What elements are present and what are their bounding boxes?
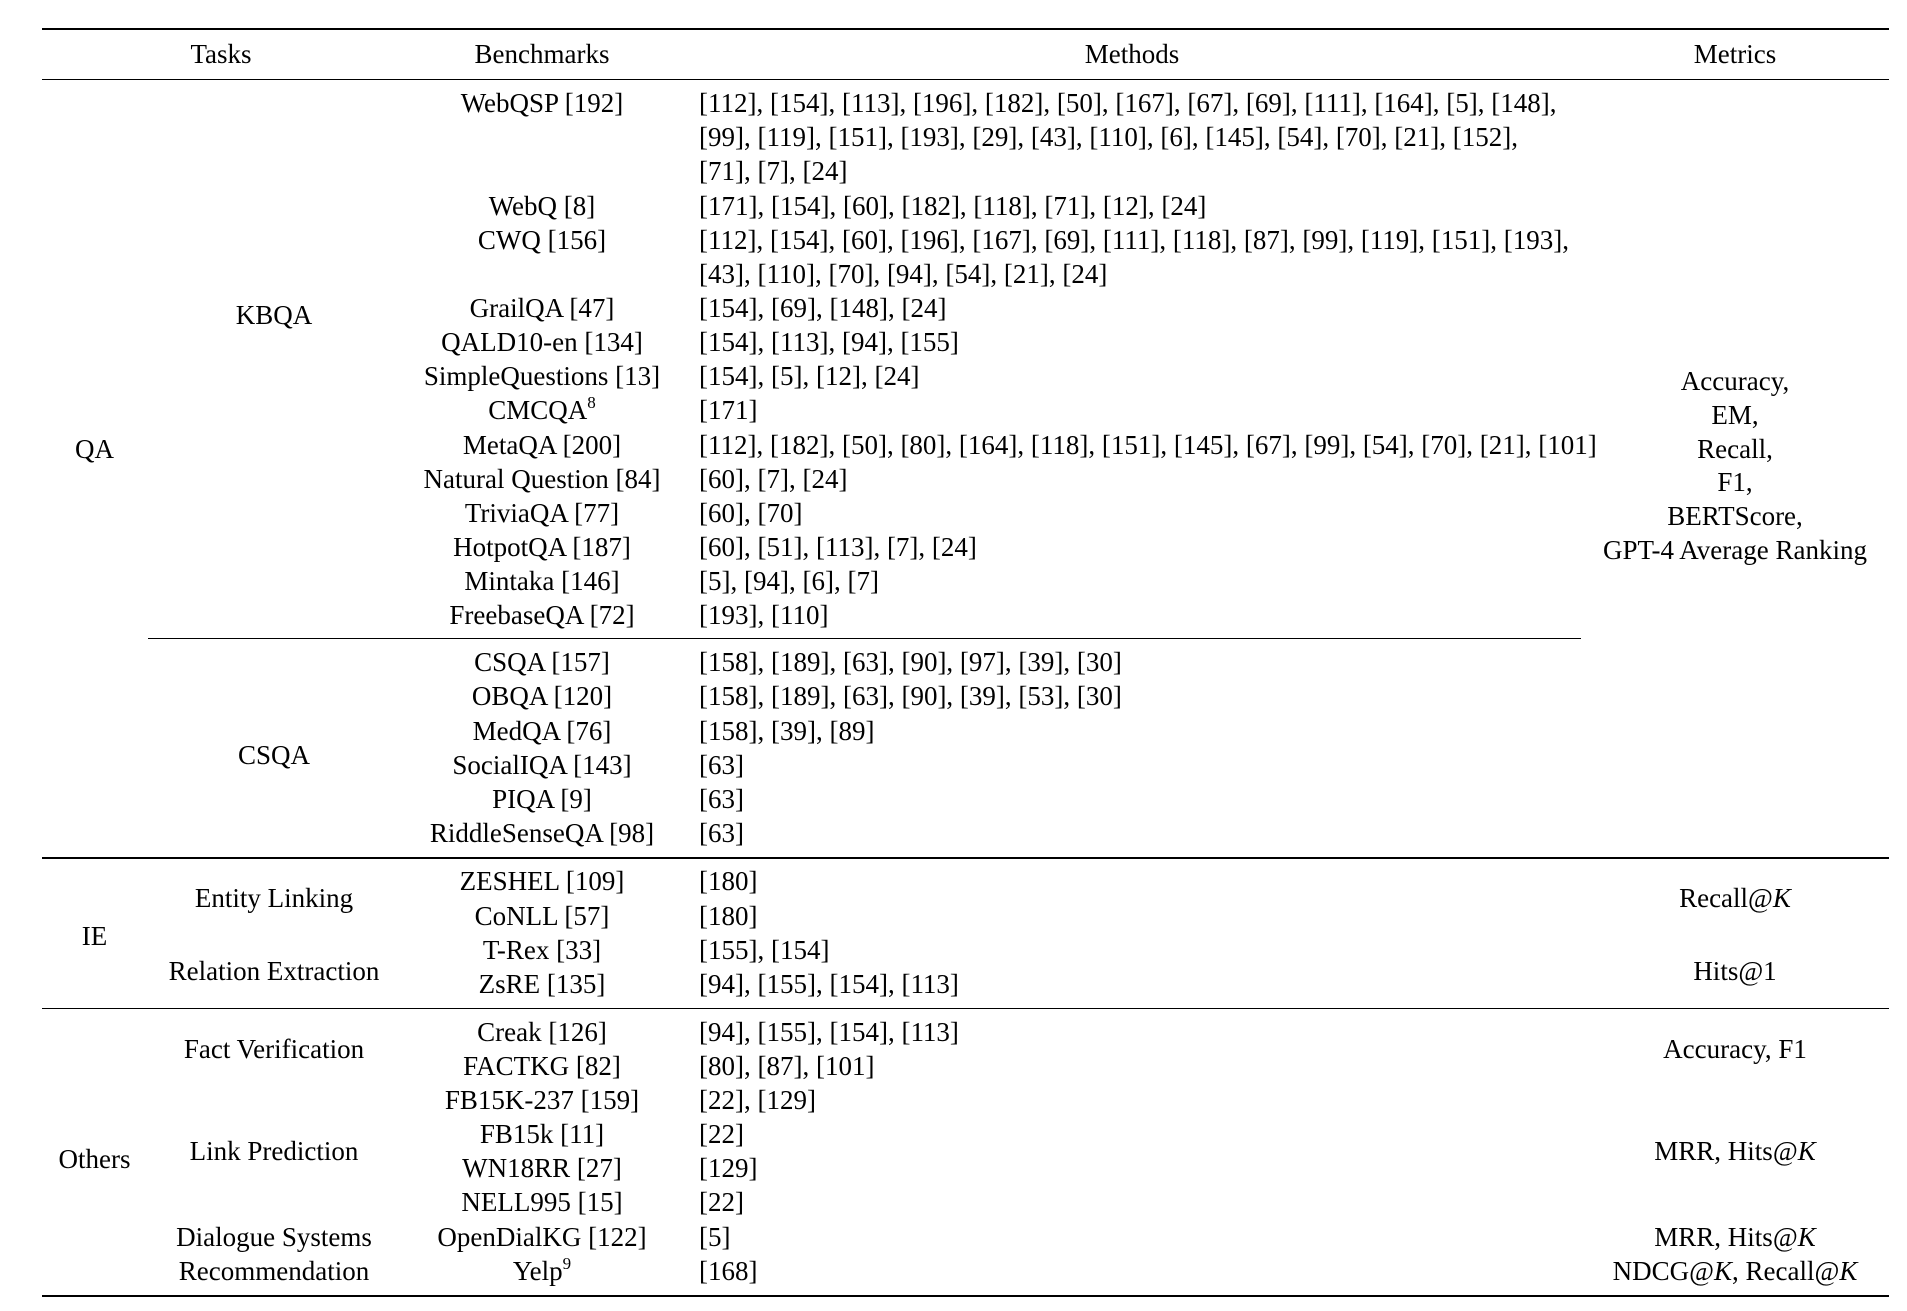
- benchmark-name: FACTKG [82]: [463, 1051, 621, 1082]
- methods-list: [99], [119], [151], [193], [29], [43], [110], [6], [145], [54], [70], [21], [152],: [699, 122, 1519, 153]
- methods-list: [158], [39], [89]: [699, 715, 875, 746]
- metric-label: [1590, 881, 1880, 915]
- benchmark-text: Yelp: [512, 1256, 563, 1287]
- benchmark-name: GrailQA [47]: [469, 292, 615, 323]
- methods-list: [60], [7], [24]: [699, 463, 848, 494]
- benchmark-name: TriviaQA [77]: [464, 497, 620, 528]
- benchmark-name: ZESHEL [109]: [459, 866, 625, 897]
- metric-label: [1590, 1254, 1880, 1288]
- benchmark-name: NELL995 [15]: [461, 1187, 623, 1218]
- metric-variable: K: [1797, 1221, 1816, 1252]
- methods-list: [94], [155], [154], [113]: [699, 969, 959, 1000]
- methods-list: [180]: [699, 900, 758, 931]
- metric-label: [1590, 1134, 1880, 1168]
- methods-list: [180]: [699, 866, 758, 897]
- benchmark-name: PIQA [9]: [492, 783, 592, 814]
- benchmark-name: CSQA [157]: [474, 646, 610, 677]
- methods-list: [22]: [699, 1118, 744, 1149]
- task-label-csqa: CSQA: [237, 740, 311, 770]
- header-benchmarks: Benchmarks: [474, 39, 610, 69]
- metric-label: GPT-4 Average Ranking: [1603, 535, 1867, 565]
- metric-label: F1,: [1717, 467, 1753, 498]
- metric-text: MRR, Hits@: [1654, 1135, 1798, 1166]
- methods-list: [155], [154]: [699, 934, 830, 965]
- methods-list: [112], [182], [50], [80], [164], [118], [151], [145], [67], [99], [54], [70], [21], [101]: [699, 429, 1597, 460]
- methods-list: [171]: [699, 395, 758, 426]
- group-label-qa: QA: [75, 433, 114, 464]
- task-label-fact-verification: Fact Verification: [183, 1034, 365, 1065]
- methods-list: [158], [189], [63], [90], [97], [39], [30]: [699, 646, 1122, 677]
- methods-list: [154], [113], [94], [155]: [699, 327, 959, 358]
- methods-list: [112], [154], [113], [196], [182], [50], [167], [67], [69], [111], [164], [5], [148],: [699, 88, 1557, 118]
- methods-list: [80], [87], [101]: [699, 1051, 875, 1082]
- metric-text: NDCG@: [1612, 1256, 1714, 1287]
- benchmark-name: QALD10-en [134]: [441, 327, 643, 358]
- methods-list: [22], [129]: [699, 1084, 816, 1115]
- benchmark-name: FB15K-237 [159]: [444, 1084, 640, 1115]
- methods-list: [5]: [699, 1221, 731, 1252]
- metric-text: , Recall@: [1732, 1256, 1840, 1287]
- header-tasks: Tasks: [190, 39, 252, 69]
- benchmark-name: CWQ [156]: [477, 224, 607, 255]
- metric-label: [1590, 1220, 1880, 1254]
- footnote-marker: 8: [587, 393, 596, 413]
- benchmark-text: CMCQA: [488, 395, 588, 426]
- methods-list: [43], [110], [70], [94], [54], [21], [24]: [699, 258, 1108, 289]
- task-label-link-prediction: Link Prediction: [189, 1135, 359, 1166]
- benchmark-name: ZsRE [135]: [478, 969, 606, 1000]
- benchmark-name: Mintaka [146]: [464, 566, 620, 597]
- benchmark-name: WN18RR [27]: [462, 1153, 622, 1183]
- methods-list: [22]: [699, 1187, 744, 1218]
- methods-list: [94], [155], [154], [113]: [699, 1017, 959, 1047]
- benchmark-name: WebQ [8]: [488, 190, 596, 221]
- benchmark-name: [412, 1254, 672, 1288]
- methods-list: [60], [51], [113], [7], [24]: [699, 532, 977, 562]
- methods-list: [63]: [699, 783, 744, 814]
- task-label-recommendation: Recommendation: [178, 1256, 370, 1287]
- methods-list: [154], [69], [148], [24]: [699, 292, 947, 323]
- header-rule: [42, 79, 1889, 80]
- kbqa-csqa-rule: [148, 638, 1581, 639]
- header-metrics: Metrics: [1693, 39, 1777, 69]
- methods-list: [60], [70]: [699, 497, 803, 528]
- metric-variable: K: [1839, 1256, 1858, 1287]
- benchmark-name: SocialIQA [143]: [452, 749, 632, 780]
- footnote-marker: 9: [562, 1254, 572, 1274]
- metric-label: Hits@1: [1693, 955, 1777, 986]
- metric-text: MRR, Hits@: [1654, 1221, 1798, 1252]
- task-label-kbqa: KBQA: [235, 300, 313, 330]
- benchmark-name: OBQA [120]: [471, 681, 613, 712]
- methods-list: [71], [7], [24]: [699, 156, 848, 187]
- benchmark-name: FB15k [11]: [479, 1118, 605, 1149]
- header-methods: Methods: [1084, 39, 1180, 69]
- methods-list: [63]: [699, 749, 744, 780]
- methods-list: [129]: [699, 1153, 758, 1183]
- metric-label: BERTScore,: [1667, 501, 1803, 532]
- task-label-relation-extraction: Relation Extraction: [168, 955, 380, 986]
- benchmark-name: MetaQA [200]: [462, 429, 622, 460]
- methods-list: [171], [154], [60], [182], [118], [71], [12], [24]: [699, 190, 1207, 221]
- qa-ie-rule: [42, 857, 1889, 858]
- benchmark-name: SimpleQuestions [13]: [423, 361, 661, 392]
- metric-text: Recall@: [1679, 883, 1773, 914]
- benchmark-name: Natural Question [84]: [423, 463, 661, 494]
- metric-label: Accuracy,: [1680, 366, 1790, 396]
- benchmark-name: CoNLL [57]: [474, 900, 610, 931]
- benchmark-name: OpenDialKG [122]: [437, 1221, 647, 1252]
- bottom-rule: [42, 1295, 1889, 1297]
- metric-variable: K: [1714, 1256, 1733, 1287]
- metric-label: Recall,: [1697, 433, 1773, 464]
- benchmark-name: HotpotQA [187]: [453, 532, 631, 562]
- methods-list: [158], [189], [63], [90], [39], [53], [30]: [699, 681, 1122, 712]
- benchmark-name: WebQSP [192]: [460, 88, 624, 118]
- benchmark-name: MedQA [76]: [472, 715, 612, 746]
- methods-list: [154], [5], [12], [24]: [699, 361, 920, 392]
- ie-others-rule: [42, 1008, 1889, 1009]
- metric-label: EM,: [1711, 399, 1759, 430]
- top-rule: [42, 28, 1889, 30]
- benchmark-name: FreebaseQA [72]: [449, 600, 635, 631]
- methods-list: [193], [110]: [699, 600, 829, 631]
- task-label-dialogue-systems: Dialogue Systems: [176, 1221, 372, 1252]
- metric-variable: K: [1797, 1135, 1816, 1166]
- methods-list: [168]: [699, 1256, 758, 1287]
- metric-label: Accuracy, F1: [1663, 1034, 1807, 1065]
- benchmark-name: Creak [126]: [477, 1017, 607, 1047]
- benchmark-name: T-Rex [33]: [482, 934, 602, 965]
- metric-variable: K: [1772, 883, 1791, 914]
- group-label-ie: IE: [81, 921, 108, 952]
- benchmark-name: [412, 393, 672, 427]
- group-label-others: Others: [58, 1144, 131, 1175]
- methods-list: [5], [94], [6], [7]: [699, 566, 879, 597]
- methods-list: [63]: [699, 817, 744, 848]
- task-label-entity-linking: Entity Linking: [194, 883, 354, 914]
- methods-list: [112], [154], [60], [196], [167], [69], [111], [118], [87], [99], [119], [151], [193],: [699, 224, 1570, 255]
- benchmark-name: RiddleSenseQA [98]: [429, 817, 655, 848]
